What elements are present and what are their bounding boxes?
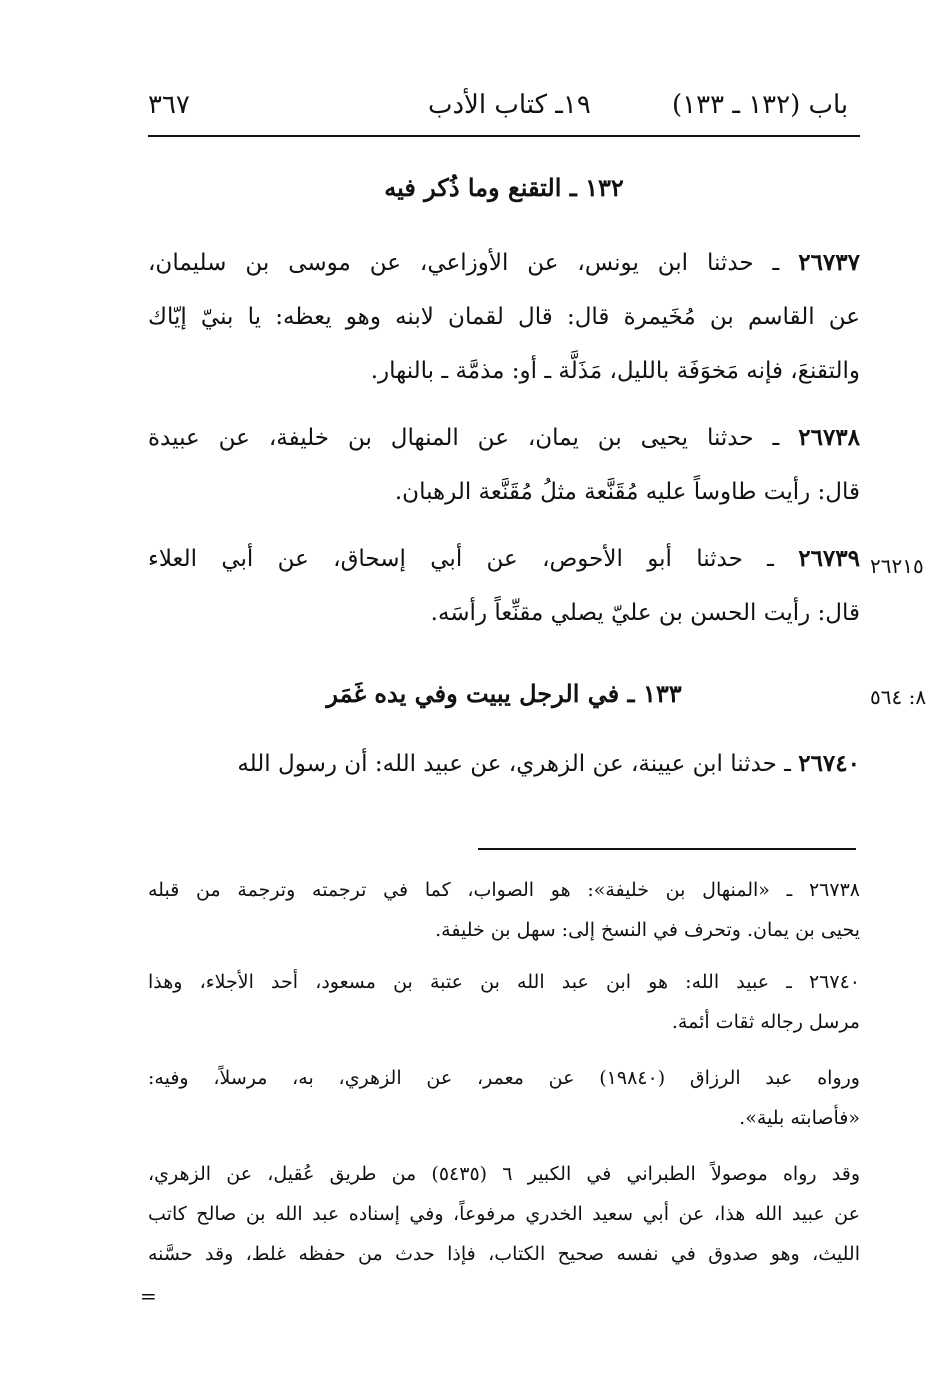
hadith-number: ٢٦٧٤٠ [798, 750, 860, 777]
book-title: ١٩ـ كتاب الأدب [428, 90, 591, 120]
hadith-text: ـ حدثنا أبو الأحوص، عن أبي إسحاق، عن أبي العلاء [148, 546, 774, 572]
hadith-text: ـ حدثنا يحيى بن يمان، عن المنهال بن خليفة، عن عبيدة [148, 425, 780, 451]
footnote-line: ٢٦٧٣٨ ـ «المنهال بن خليفة»: هو الصواب، كما في ترجمته وترجمة من قبله [148, 879, 860, 901]
footnote-rule [478, 848, 856, 850]
text-line: قال: رأيت طاوساً عليه مُقَنَّعة مثلُ مُقَنَّعة الرهبان. [394, 479, 860, 505]
page-number: ٣٦٧ [148, 90, 190, 120]
hadith-text: ـ حدثنا ابن يونس، عن الأوزاعي، عن موسى بن سليمان، [148, 250, 780, 276]
text-line: والتقنعَ، فإنه مَخوَفَة بالليل، مَذَلَّة ـ أو: مذمَّة ـ بالنهار. [370, 358, 860, 384]
hadith-26737 [148, 236, 860, 398]
footnote-line: وقد رواه موصولاً الطبراني في الكبير ٦ (٥٤٣٥) من طريق عُقيل، عن الزهري، [148, 1163, 860, 1185]
text-line [148, 532, 860, 586]
text-line [148, 737, 860, 791]
section-heading: ١٣٢ ـ التقنع وما ذُكر فيه [384, 173, 624, 202]
text-line: عن القاسم بن مُخَيمرة قال: قال لقمان لابنه وهو يعظه: يا بنيّ إيّاك [148, 304, 860, 330]
section-heading: ١٣٣ ـ في الرجل يبيت وفي يده غَمَر [326, 679, 682, 708]
footnote [148, 1058, 860, 1138]
hadith-26738 [148, 411, 860, 519]
margin-reference: ٢٦٢١٥ [870, 554, 924, 578]
footnote-line: يحيى بن يمان. وتحرف في النسخ إلى: سهل بن خليفة. [435, 919, 860, 941]
footnote-line: الليث، وهو صدوق في نفسه صحيح الكتاب، فإذا حدث من حفظه غلط، وقد حسَّنه [148, 1243, 860, 1265]
footnote-line: «فأصابته بلية». [739, 1107, 860, 1129]
text-line [148, 236, 860, 290]
hadith-number: ٢٦٧٣٩ [798, 545, 860, 572]
hadith-26740 [148, 737, 860, 791]
hadith-number: ٢٦٧٣٨ [798, 424, 861, 451]
hadith-number: ٢٦٧٣٧ [798, 249, 860, 276]
footnote [148, 1154, 860, 1274]
footnote-line: عن عبيد الله هذا، عن أبي سعيد الخدري مرفوعاً، وفي إسناده عبد الله بن صالح كاتب [148, 1203, 860, 1225]
text-line [148, 411, 860, 465]
header-rule [148, 135, 860, 137]
hadith-text: ـ حدثنا ابن عيينة، عن الزهري، عن عبيد الله: أن رسول الله [237, 751, 791, 777]
continuation-mark: = [140, 1284, 157, 1308]
footnote-line: مرسل رجاله ثقات أئمة. [671, 1011, 860, 1033]
chapter-range: باب (١٣٢ ـ ١٣٣) [672, 90, 849, 120]
footnote-line: ورواه عبد الرزاق (١٩٨٤٠) عن معمر، عن الزهري، به، مرسلاً، وفيه: [148, 1067, 860, 1089]
hadith-26739 [148, 532, 860, 640]
footnote [148, 962, 860, 1042]
footnote [148, 870, 860, 950]
margin-reference: ٨: ٥٦٤ [870, 685, 927, 709]
text-line: قال: رأيت الحسن بن عليّ يصلي مقنِّعاً رأسَه. [430, 600, 860, 626]
footnote-line: ٢٦٧٤٠ ـ عبيد الله: هو ابن عبد الله بن عتبة بن مسعود، أحد الأجلاء، وهذا [148, 971, 860, 993]
